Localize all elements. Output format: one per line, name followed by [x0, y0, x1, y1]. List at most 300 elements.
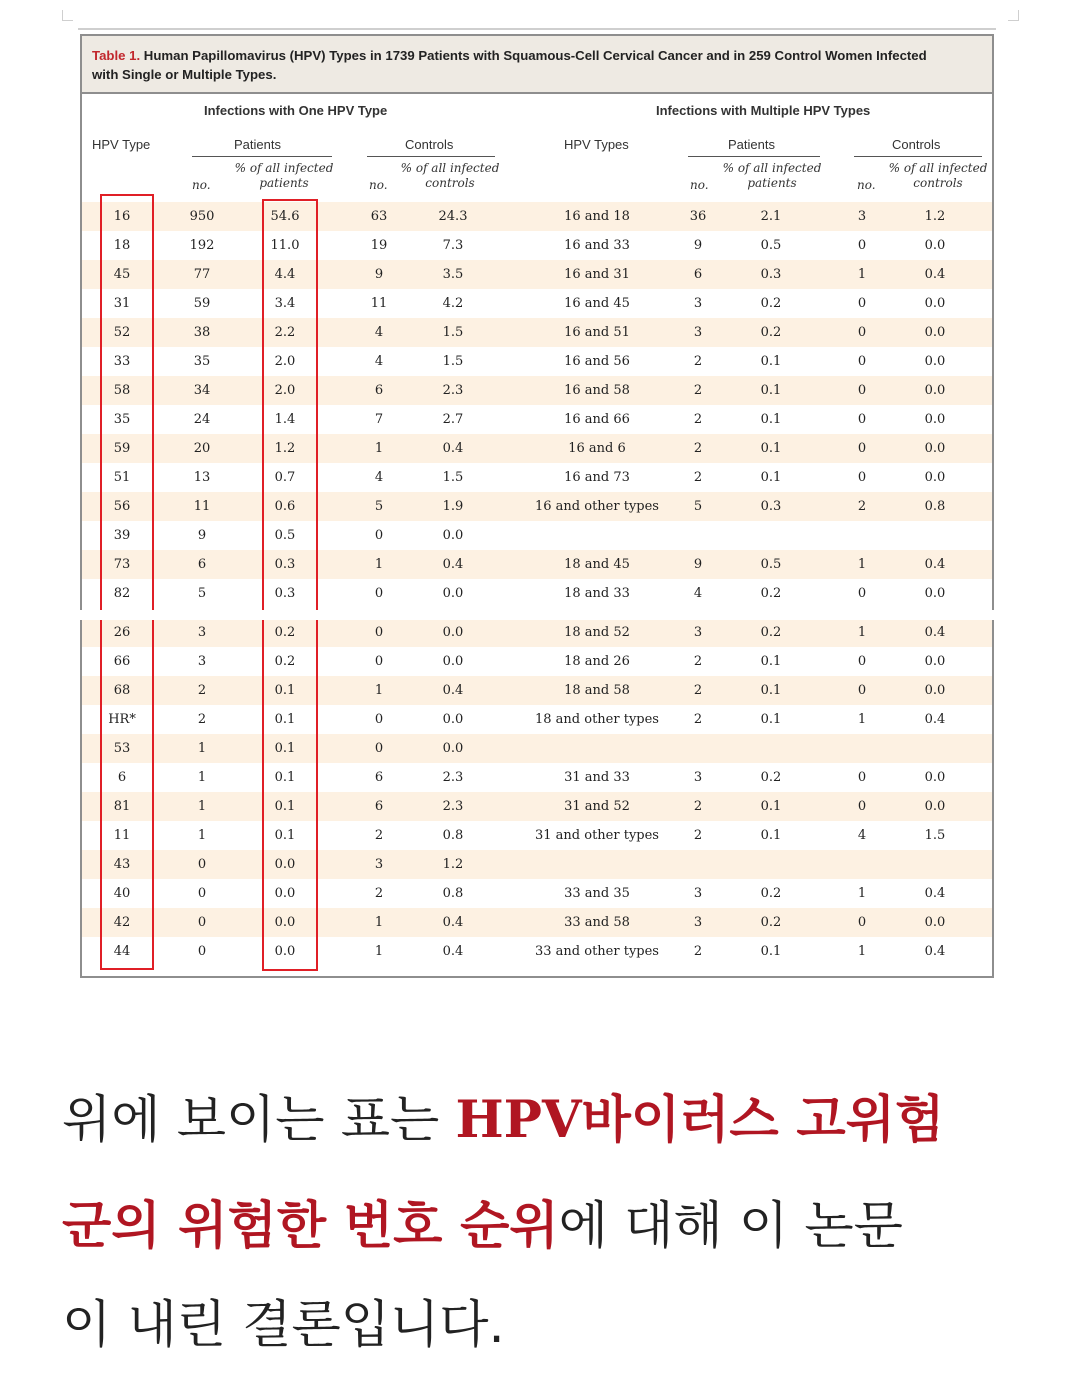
table-cell-m-c-no: 3 [857, 209, 867, 224]
table-cell-type: 39 [113, 528, 131, 543]
table-cell-m-types: 16 and 56 [564, 354, 630, 369]
table-cell-m-c-pct: 0.0 [924, 770, 946, 785]
table-row [82, 908, 992, 937]
table-cell-m-p-no: 2 [693, 441, 703, 456]
table-cell-m-c-pct: 0.4 [924, 557, 946, 572]
table-cell-type: 82 [113, 586, 131, 601]
table-cell-c-pct: 2.3 [442, 799, 464, 814]
table-cell-m-p-pct: 0.1 [760, 354, 782, 369]
table-cell-m-types: 31 and 33 [564, 770, 630, 785]
table-cell-p-pct: 0.1 [274, 799, 296, 814]
table-header [82, 94, 992, 202]
table-cell-p-pct: 1.2 [274, 441, 296, 456]
table-cell-m-c-no: 0 [857, 354, 867, 369]
table-cell-c-no: 4 [374, 325, 384, 340]
table-cell-m-p-no: 3 [693, 915, 703, 930]
table-cell-p-pct: 0.2 [274, 654, 296, 669]
table-cell-p-pct: 0.1 [274, 741, 296, 756]
table-cell-m-p-pct: 0.3 [760, 499, 782, 514]
table-cell-p-no: 2 [197, 683, 207, 698]
table-cell-m-c-pct: 1.5 [924, 828, 946, 843]
table-cell-c-pct: 0.0 [442, 625, 464, 640]
table-cell-m-p-no: 3 [693, 625, 703, 640]
col-header-no: no. [690, 178, 709, 192]
caption-highlight-text: HPV바이러스 고위험 [455, 1090, 945, 1150]
table-cell-m-p-no: 6 [693, 267, 703, 282]
header-underline [688, 156, 820, 157]
table-cell-m-types: 16 and 6 [568, 441, 626, 456]
table-cell-m-types: 18 and other types [535, 712, 659, 727]
col-header-no: no. [369, 178, 388, 192]
table-cell-m-c-pct: 0.0 [924, 325, 946, 340]
table-cell-c-pct: 2.3 [442, 383, 464, 398]
table-cell-p-pct: 0.1 [274, 828, 296, 843]
table-cell-m-c-no: 0 [857, 383, 867, 398]
table-cell-p-no: 11 [193, 499, 211, 514]
table-row [82, 850, 992, 879]
table-cell-m-types: 18 and 58 [564, 683, 630, 698]
table-row [82, 376, 992, 405]
table-cell-type: 66 [113, 654, 131, 669]
group-header-multiple: Infections with Multiple HPV Types [656, 103, 871, 118]
table-row [82, 434, 992, 463]
table-cell-m-p-pct: 0.2 [760, 625, 782, 640]
table-cell-m-p-pct: 0.2 [760, 915, 782, 930]
table-cell-p-pct: 0.7 [274, 470, 296, 485]
table-cell-p-pct: 0.0 [274, 886, 296, 901]
table-cell-type: 11 [113, 828, 131, 843]
table-cell-c-no: 0 [374, 741, 384, 756]
table-cell-type: 35 [113, 412, 131, 427]
table-row [82, 647, 992, 676]
table-cell-p-pct: 0.1 [274, 770, 296, 785]
table-cell-type: 58 [113, 383, 131, 398]
table-cell-c-pct: 0.0 [442, 741, 464, 756]
table-row [82, 550, 992, 579]
table-cell-p-pct: 0.0 [274, 857, 296, 872]
table-cell-c-pct: 2.3 [442, 770, 464, 785]
table-cell-type: 68 [113, 683, 131, 698]
table-cell-m-types: 16 and 31 [564, 267, 630, 282]
table-cell-type: 44 [113, 944, 131, 959]
table-cell-m-p-no: 9 [693, 238, 703, 253]
table-cell-p-no: 13 [193, 470, 211, 485]
table-cell-m-types: 31 and other types [535, 828, 659, 843]
table-cell-c-no: 4 [374, 470, 384, 485]
table-cell-c-pct: 1.5 [442, 470, 464, 485]
table-cell-p-pct: 2.2 [274, 325, 296, 340]
col-header-pct-controls: % of all infected controls [400, 161, 500, 190]
table-cell-m-c-pct: 0.4 [924, 944, 946, 959]
table-cell-p-no: 0 [197, 886, 207, 901]
table-cell-m-c-pct: 0.0 [924, 470, 946, 485]
table-cell-type: 26 [113, 625, 131, 640]
table-cell-m-p-pct: 0.1 [760, 799, 782, 814]
table-cell-m-c-pct: 0.0 [924, 441, 946, 456]
table-cell-m-p-no: 2 [693, 654, 703, 669]
table-cell-p-no: 35 [193, 354, 211, 369]
table-cell-p-no: 0 [197, 857, 207, 872]
table-cell-c-no: 19 [370, 238, 388, 253]
table-cell-m-p-no: 2 [693, 383, 703, 398]
table-row [82, 676, 992, 705]
table-cell-p-pct: 54.6 [270, 209, 300, 224]
col-header-pct-patients: % of all infected patients [722, 161, 822, 190]
col-header-pct-controls: % of all infected controls [888, 161, 988, 190]
table-caption-label: Table 1. [92, 48, 141, 63]
table-cell-m-types: 18 and 45 [564, 557, 630, 572]
table-cell-m-p-pct: 0.2 [760, 770, 782, 785]
table-caption-text-2: with Single or Multiple Types. [92, 67, 277, 82]
col-header-multi-patients: Patients [728, 137, 775, 152]
table-cell-p-no: 3 [197, 625, 207, 640]
table-caption [82, 36, 992, 94]
hpv-table [80, 34, 994, 978]
caption-plain-text: 위에 보이는 표는 [62, 1091, 456, 1150]
page-top-rule [78, 28, 996, 30]
table-cell-m-c-no: 0 [857, 799, 867, 814]
table-cell-m-c-pct: 0.4 [924, 267, 946, 282]
table-cell-m-c-no: 4 [857, 828, 867, 843]
table-cell-p-no: 192 [189, 238, 215, 253]
table-cell-c-pct: 0.4 [442, 683, 464, 698]
table-cell-type: HR* [108, 712, 136, 727]
table-cell-m-c-no: 0 [857, 325, 867, 340]
table-cell-m-c-no: 0 [857, 441, 867, 456]
table-cell-m-types: 16 and 45 [564, 296, 630, 311]
table-cell-m-c-no: 1 [857, 625, 867, 640]
table-cell-p-no: 950 [189, 209, 215, 224]
table-cell-p-no: 0 [197, 915, 207, 930]
table-cell-m-p-pct: 0.5 [760, 238, 782, 253]
table-cell-p-pct: 0.6 [274, 499, 296, 514]
table-cell-m-c-pct: 0.4 [924, 886, 946, 901]
table-cell-m-c-pct: 0.0 [924, 238, 946, 253]
table-row [82, 347, 992, 376]
table-cell-m-types: 16 and other types [535, 499, 659, 514]
table-cell-p-pct: 0.2 [274, 625, 296, 640]
table-cell-m-types: 16 and 33 [564, 238, 630, 253]
table-cell-m-p-no: 2 [693, 470, 703, 485]
table-cell-m-p-pct: 0.1 [760, 944, 782, 959]
table-cell-m-types: 31 and 52 [564, 799, 630, 814]
image-seam [0, 610, 1080, 620]
table-cell-type: 40 [113, 886, 131, 901]
table-cell-c-no: 1 [374, 683, 384, 698]
col-header-no: no. [857, 178, 876, 192]
table-cell-m-c-pct: 0.0 [924, 799, 946, 814]
table-cell-p-pct: 0.3 [274, 557, 296, 572]
table-row [82, 618, 992, 647]
korean-caption-line-3 [62, 1296, 1052, 1356]
table-row [82, 260, 992, 289]
table-cell-p-no: 1 [197, 799, 207, 814]
col-header-no: no. [192, 178, 211, 192]
table-cell-p-no: 9 [197, 528, 207, 543]
table-cell-p-no: 3 [197, 654, 207, 669]
table-cell-m-c-no: 0 [857, 296, 867, 311]
page-corner-mark [62, 10, 73, 21]
table-cell-p-pct: 2.0 [274, 354, 296, 369]
table-cell-m-p-no: 3 [693, 770, 703, 785]
table-cell-m-c-pct: 0.0 [924, 383, 946, 398]
table-row [82, 492, 992, 521]
table-cell-c-pct: 24.3 [438, 209, 468, 224]
table-cell-p-no: 24 [193, 412, 211, 427]
table-cell-c-pct: 1.9 [442, 499, 464, 514]
table-cell-p-no: 77 [193, 267, 211, 282]
table-cell-m-c-pct: 0.4 [924, 712, 946, 727]
table-cell-p-no: 2 [197, 712, 207, 727]
korean-caption-line-2 [62, 1196, 1052, 1257]
table-cell-m-p-pct: 0.1 [760, 412, 782, 427]
table-cell-p-pct: 2.0 [274, 383, 296, 398]
table-cell-m-p-no: 2 [693, 944, 703, 959]
table-cell-c-pct: 0.4 [442, 944, 464, 959]
table-cell-c-no: 0 [374, 586, 384, 601]
table-cell-c-pct: 0.0 [442, 654, 464, 669]
col-header-hpv-types: HPV Types [564, 137, 629, 152]
table-cell-type: 51 [113, 470, 131, 485]
table-cell-c-pct: 0.8 [442, 886, 464, 901]
table-cell-c-pct: 0.4 [442, 915, 464, 930]
table-cell-m-c-pct: 0.0 [924, 683, 946, 698]
table-cell-c-pct: 0.4 [442, 557, 464, 572]
table-cell-m-types: 33 and 35 [564, 886, 630, 901]
table-cell-m-c-pct: 0.4 [924, 625, 946, 640]
table-cell-p-no: 1 [197, 770, 207, 785]
table-cell-p-pct: 0.5 [274, 528, 296, 543]
header-underline [367, 156, 495, 157]
table-cell-c-no: 0 [374, 625, 384, 640]
table-cell-c-no: 2 [374, 828, 384, 843]
table-cell-m-c-pct: 0.0 [924, 654, 946, 669]
table-row [82, 521, 992, 550]
table-cell-type: 53 [113, 741, 131, 756]
table-cell-p-pct: 0.3 [274, 586, 296, 601]
table-cell-m-p-pct: 0.2 [760, 886, 782, 901]
table-cell-m-c-no: 1 [857, 886, 867, 901]
table-cell-p-no: 20 [193, 441, 211, 456]
table-cell-c-pct: 1.5 [442, 325, 464, 340]
table-cell-m-p-pct: 0.1 [760, 383, 782, 398]
table-cell-p-no: 34 [193, 383, 211, 398]
table-cell-m-p-no: 5 [693, 499, 703, 514]
table-cell-c-pct: 0.8 [442, 828, 464, 843]
table-cell-m-c-no: 1 [857, 944, 867, 959]
table-cell-m-p-no: 3 [693, 325, 703, 340]
table-cell-c-pct: 2.7 [442, 412, 464, 427]
table-cell-c-no: 5 [374, 499, 384, 514]
table-cell-c-no: 1 [374, 441, 384, 456]
table-cell-type: 16 [113, 209, 131, 224]
table-cell-m-types: 18 and 26 [564, 654, 630, 669]
caption-plain-text: 이 내린 결론입니다. [62, 1296, 505, 1355]
table-cell-c-pct: 0.0 [442, 712, 464, 727]
korean-caption-line-1 [62, 1090, 1052, 1151]
table-cell-p-no: 6 [197, 557, 207, 572]
table-row [82, 937, 992, 966]
table-cell-p-pct: 1.4 [274, 412, 296, 427]
table-cell-m-p-pct: 0.1 [760, 441, 782, 456]
table-cell-c-no: 3 [374, 857, 384, 872]
table-cell-m-p-pct: 0.2 [760, 325, 782, 340]
table-cell-m-types: 18 and 52 [564, 625, 630, 640]
table-cell-m-c-pct: 0.0 [924, 296, 946, 311]
table-cell-p-pct: 3.4 [274, 296, 296, 311]
table-cell-type: 56 [113, 499, 131, 514]
table-cell-m-p-pct: 0.1 [760, 654, 782, 669]
table-cell-type: 18 [113, 238, 131, 253]
table-row [82, 289, 992, 318]
table-row [82, 705, 992, 734]
table-cell-type: 33 [113, 354, 131, 369]
table-cell-m-c-pct: 0.0 [924, 915, 946, 930]
table-cell-m-p-no: 3 [693, 886, 703, 901]
table-cell-m-p-pct: 0.1 [760, 683, 782, 698]
table-cell-type: 59 [113, 441, 131, 456]
table-cell-p-pct: 0.1 [274, 712, 296, 727]
table-cell-m-p-no: 4 [693, 586, 703, 601]
table-cell-m-p-no: 2 [693, 799, 703, 814]
table-cell-m-c-no: 0 [857, 683, 867, 698]
table-cell-m-p-no: 2 [693, 354, 703, 369]
table-row [82, 318, 992, 347]
caption-plain-text: 에 대해 이 논문 [558, 1197, 903, 1256]
col-header-pct-patients: % of all infected patients [234, 161, 334, 190]
col-header-controls: Controls [405, 137, 454, 152]
table-cell-type: 6 [117, 770, 127, 785]
table-cell-m-c-no: 0 [857, 470, 867, 485]
table-cell-c-no: 2 [374, 886, 384, 901]
table-cell-c-no: 11 [370, 296, 388, 311]
table-cell-m-c-pct: 0.0 [924, 354, 946, 369]
table-cell-c-pct: 4.2 [442, 296, 464, 311]
table-cell-c-no: 6 [374, 770, 384, 785]
table-cell-type: 81 [113, 799, 131, 814]
col-header-hpv-type: HPV Type [92, 137, 151, 152]
table-cell-c-no: 1 [374, 915, 384, 930]
table-cell-p-no: 59 [193, 296, 211, 311]
table-cell-m-types: 16 and 58 [564, 383, 630, 398]
hpv-type-highlight-box [100, 194, 154, 970]
table-cell-p-no: 1 [197, 741, 207, 756]
group-header-single: Infections with One HPV Type [204, 103, 388, 118]
table-cell-m-c-no: 1 [857, 712, 867, 727]
table-cell-m-p-no: 2 [693, 828, 703, 843]
table-cell-m-p-pct: 0.2 [760, 586, 782, 601]
table-cell-p-no: 38 [193, 325, 211, 340]
table-cell-m-p-no: 3 [693, 296, 703, 311]
table-cell-m-p-pct: 0.3 [760, 267, 782, 282]
table-cell-m-p-no: 9 [693, 557, 703, 572]
table-cell-m-p-no: 2 [693, 683, 703, 698]
table-row [82, 821, 992, 850]
pct-patients-highlight-box [262, 199, 318, 971]
table-cell-c-no: 9 [374, 267, 384, 282]
table-cell-m-c-no: 1 [857, 267, 867, 282]
table-cell-c-pct: 0.0 [442, 528, 464, 543]
table-row [82, 579, 992, 608]
table-cell-m-p-pct: 2.1 [760, 209, 782, 224]
table-cell-m-c-no: 1 [857, 557, 867, 572]
table-row [82, 231, 992, 260]
header-underline [192, 156, 332, 157]
table-row [82, 879, 992, 908]
table-row [82, 792, 992, 821]
table-cell-m-types: 18 and 33 [564, 586, 630, 601]
table-cell-m-p-no: 2 [693, 412, 703, 427]
table-cell-c-pct: 3.5 [442, 267, 464, 282]
table-cell-m-c-no: 0 [857, 654, 867, 669]
table-cell-p-pct: 11.0 [270, 238, 300, 253]
table-cell-m-p-no: 36 [689, 209, 707, 224]
table-cell-p-pct: 0.0 [274, 915, 296, 930]
table-cell-c-pct: 0.0 [442, 586, 464, 601]
table-cell-type: 43 [113, 857, 131, 872]
table-cell-type: 31 [113, 296, 131, 311]
table-cell-m-c-no: 2 [857, 499, 867, 514]
table-cell-m-c-no: 0 [857, 586, 867, 601]
table-cell-p-pct: 0.0 [274, 944, 296, 959]
table-caption-text: Human Papillomavirus (HPV) Types in 1739 Patients with Squamous-Cell Cervical Cancer and in 259 Control Women Infected [140, 48, 927, 63]
table-cell-m-c-no: 0 [857, 238, 867, 253]
page-corner-mark [1008, 10, 1019, 21]
table-cell-c-no: 63 [370, 209, 388, 224]
table-cell-c-no: 1 [374, 557, 384, 572]
table-cell-m-types: 16 and 51 [564, 325, 630, 340]
table-cell-c-no: 6 [374, 799, 384, 814]
col-header-multi-controls: Controls [892, 137, 941, 152]
table-cell-c-pct: 1.2 [442, 857, 464, 872]
table-cell-p-pct: 4.4 [274, 267, 296, 282]
table-row [82, 463, 992, 492]
table-row [82, 202, 992, 231]
table-cell-p-no: 0 [197, 944, 207, 959]
table-cell-m-p-pct: 0.5 [760, 557, 782, 572]
table-cell-p-pct: 0.1 [274, 683, 296, 698]
table-cell-m-c-no: 0 [857, 915, 867, 930]
table-cell-c-no: 0 [374, 712, 384, 727]
table-cell-m-p-pct: 0.1 [760, 712, 782, 727]
table-cell-c-pct: 7.3 [442, 238, 464, 253]
table-cell-c-pct: 1.5 [442, 354, 464, 369]
table-cell-c-no: 6 [374, 383, 384, 398]
table-cell-m-types: 16 and 18 [564, 209, 630, 224]
table-row [82, 405, 992, 434]
table-cell-m-c-pct: 0.0 [924, 412, 946, 427]
table-cell-m-p-pct: 0.1 [760, 470, 782, 485]
table-cell-m-c-pct: 0.0 [924, 586, 946, 601]
table-cell-type: 52 [113, 325, 131, 340]
table-row [82, 734, 992, 763]
table-cell-m-types: 16 and 73 [564, 470, 630, 485]
table-cell-m-c-pct: 1.2 [924, 209, 946, 224]
table-cell-type: 42 [113, 915, 131, 930]
table-cell-m-c-no: 0 [857, 412, 867, 427]
table-cell-m-types: 16 and 66 [564, 412, 630, 427]
table-cell-m-p-no: 2 [693, 712, 703, 727]
table-cell-c-no: 4 [374, 354, 384, 369]
table-cell-type: 73 [113, 557, 131, 572]
table-cell-c-no: 0 [374, 654, 384, 669]
table-cell-c-no: 1 [374, 944, 384, 959]
table-cell-c-no: 0 [374, 528, 384, 543]
table-cell-m-p-pct: 0.2 [760, 296, 782, 311]
table-cell-m-c-no: 0 [857, 770, 867, 785]
table-cell-p-no: 1 [197, 828, 207, 843]
table-cell-m-p-pct: 0.1 [760, 828, 782, 843]
